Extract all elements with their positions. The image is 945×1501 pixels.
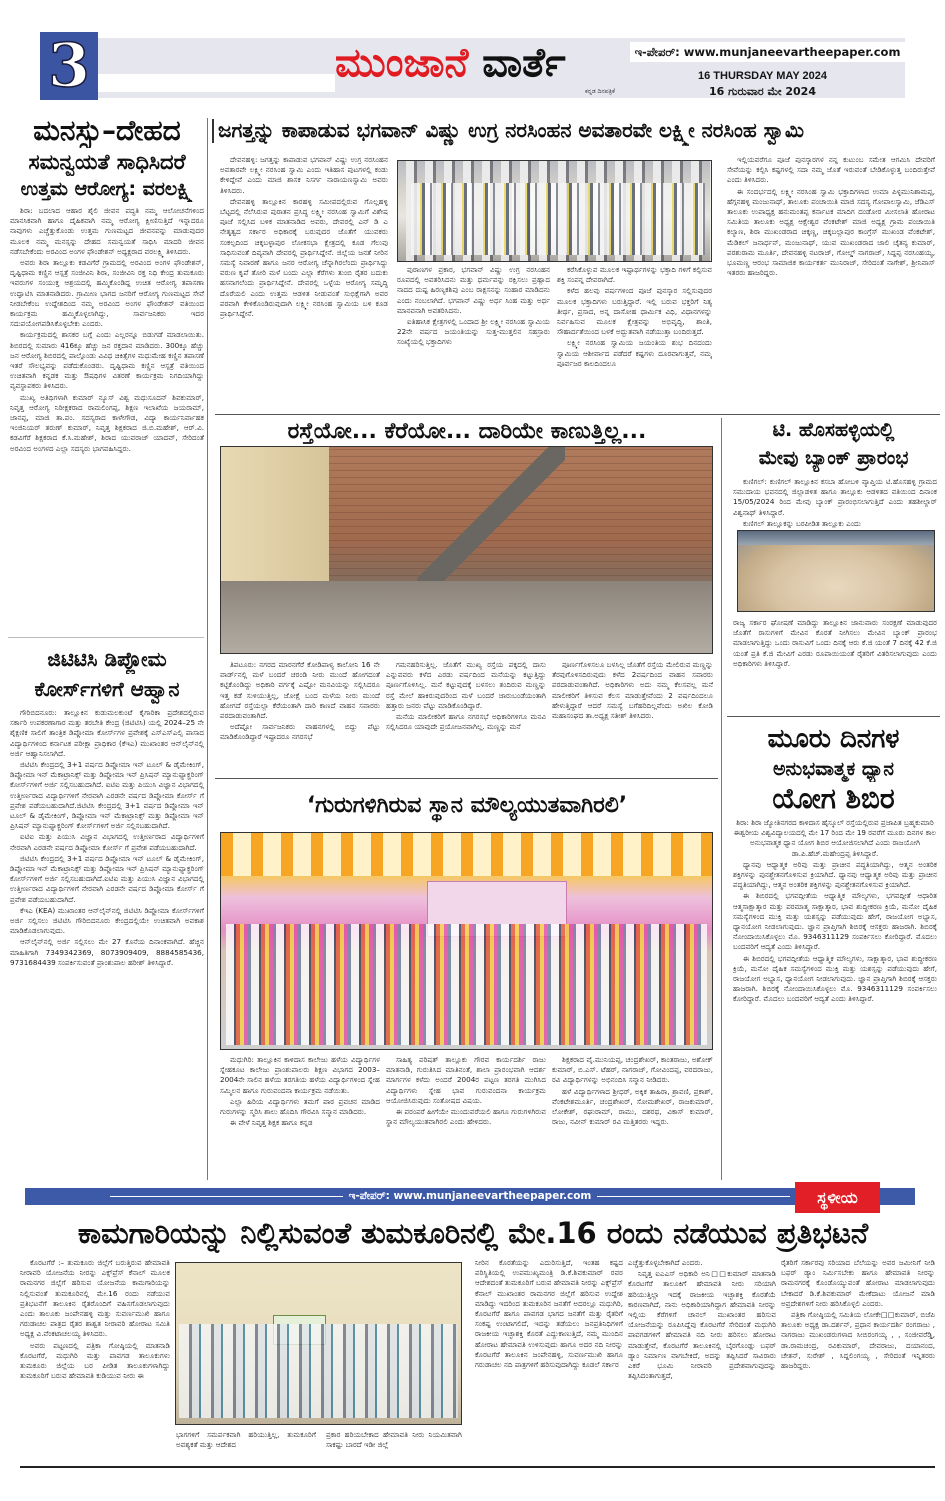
photo-fodder-stock: [737, 530, 935, 612]
headline-line: ಮನಸ್ಸು–ದೇಹದ: [33, 114, 181, 147]
logo-tagline: ಕನ್ನಡ ದಿನಪತ್ರಿಕೆ: [584, 88, 615, 95]
paragraph: ಈ ವೇಳೆ ನಿವೃತ್ತ ಶಿಕ್ಷಕ ಹಾಗೂ ಕನ್ನಡ: [230, 1118, 313, 1128]
photo-unfinished-building: [220, 446, 713, 654]
paragraph: ಕೆಇಎ (KEA) ಮುಖಾಂತರ ಆನ್‌ಲೈನ್‌ನಲ್ಲಿ ಜಿಟಿಟಿಸಿ ಡಿಪ್ಲೋಮಾ ಕೋರ್ಸ್‌ಗಳಿಗೆ ಅರ್ಜಿ ಸಲ್ಲಿಸಲು ಜಿಟಿಟಿಸಿ ಗೌರಿಬಿದನೂರು ಕೇಂದ್ರದಲ್ಲಿಯೇ ಉಚಿತವಾಗಿ ಅವಕಾಶ ಮಾಡಿಕೊಡಲಾಗುವುದು.: [10, 905, 204, 936]
article-gttc-body: [10, 708, 204, 1180]
article-narasimha-col3: [557, 265, 712, 411]
article-narasimha-col2: [397, 265, 550, 411]
paragraph: ನಿವೃತ್ತ ಐಎಎಸ್ ಅಧಿಕಾರಿ ಅನಿ□□ಕುಮಾರ್ ಮಾತನಾಡಿ ಕೊರಟಗೆರೆ ತಾಲೂಕಿಗೆ ಹೇಮಾವತಿ ನೀರು ಸರಿಯಾಗಿ ಹರಿಯುತ್ತಿಲ್ಲಾ ಇದಕ್ಕೆ ರಾಜಕೀಯ ಇಚ್ಛಾಶಕ್ತಿ ಕೊರತೆಯೆ ಕಾರಣವಾಗಿದೆ, ನಾನು ಅಧಿಕಾರಿಯಾಗಿದ್ದಾಗ ಹೇಮಾವತಿ ನೀರನ್ನು ಇಲ್ಲಿಯ ಕೆರೆಗಳಿಗೆ ಚಾನಲ್ ಮುಖಾಂತರ ಹರಿಸುವ ಯೋಜನೆಯನ್ನು ರೂಪಿಸಿದ್ದೆವು ಕೊರಟಗೆರೆ ಸೇರಿದಂತೆ ಮಧುಗಿರಿ ಪಾವಗಡಗಳಿಗೆ ಹೇಮಾವತಿ ನದಿ ನೀರು ಹರಿಸಲು ಹೋರಾಟ ಮಾಡುತ್ತೇವೆ, ಕೊರಟಗೆರೆ ತಾಲೂಕಿನಲ್ಲಿ ಬೈರಗೊಂಡ್ಲು ಬಫರ್ ಡ್ಯಾಂ ನಿರ್ಮಾಣ ವಾಗಬೇಕಿದೆ, ಅದನ್ನು ತಪ್ಪಿಸಿದರೆ ಸಾವಿರಾರು ಎಕರೆ ಭೂಮಿ ನೀರಾವರಿ ಪ್ರದೇಶವಾಗುವುದನ್ನು ತಪ್ಪಿಸಿದಂತಾಗುತ್ತದೆ,: [628, 1269, 776, 1381]
paragraph: ಕಳೆದ ಹಲವು ವರ್ಷಗಳಿಂದ ಪೂಜೆ ಪುನಸ್ಕಾರ ಸಲ್ಲಿಸುವುದರ ಮೂಲಕ ಭಕ್ತಾದಿಗಳು ಬರುತ್ತಿದ್ದಾರೆ. ಇಲ್ಲಿ ಬರುವ ಭಕ್ತರಿಗೆ ನಿತ್ಯ ತೀರ್ಥ, ಪ್ರಸಾದ, ಅನ್ನ ದಾಸೋಹ ಧಾರ್ಮಿಕ ವಿಧಿ, ವಿಧಾನಗಳನ್ನು ನಿರ್ವಹಿಸುವ ಮೂಲಕ ಕ್ಷೇತ್ರವನ್ನು ಅಭಿವೃದ್ಧಿ, ಶಾಂತಿ, ಸೌಹಾರ್ದತೆಯಿಂದ ಬಳಕೆ ಅದ್ಭುತವಾಗಿ ನಡೆಯುತ್ತಾ ಬಂದಿರುತ್ತದೆ.: [557, 286, 712, 337]
article-road-col3: [552, 660, 713, 774]
photo-alumni-gathering: [220, 832, 713, 1050]
article-protest-caption-right: [326, 1430, 462, 1462]
paragraph: ಐತಿಹಾಸಿಕ ಕ್ಷೇತ್ರಗಳಲ್ಲಿ ಒಂದಾದ ಶ್ರೀ ಲಕ್ಷ್ಮೀ ನರಸಿಂಹ ಸ್ವಾಮಿಯ 22ನೇ ವರ್ಷದ ಜಯಂತಿಯನ್ನು ಸುತ್ತ-ಮುತ್ತಲಿನ ಸಹಸ್ರಾರು ಸಂಖ್ಯೆಯಲ್ಲಿ ಭಕ್ತಾದಿಗಳು: [397, 317, 550, 347]
masthead-white-bar: [60, 74, 335, 92]
headline-line: ಸಮನ್ವಯತೆ ಸಾಧಿಸಿದರೆ: [28, 150, 186, 174]
article-fodder: [727, 416, 940, 472]
paragraph: ಪ್ರಕಾರ ಹರಿಯಬೇಕಾದ ಹೇಮಾವತಿ ನೀರು ನಿಯಮಿತವಾಗಿ ಸಾಕಷ್ಟು ಬಾರದೆ ಇಡೀ ಜಿಲ್ಲೆ: [326, 1430, 462, 1450]
paragraph: ಪತ್ರಿಕಾ ಗೋಷ್ಠಿಯಲ್ಲಿ ಸಮಿತಿಯ ಲೋಕೇ□□ಕುಮಾರ್, ಬಿಜೆಪಿ ತಾಲೂಕು ಅಧ್ಯಕ್ಷ ಡಾ.ದರ್ಶನ್, ಪ್ರಧಾನ ಕಾರ್ಯದರ್ಶಿ ರಂಗರಾಜು , ನಾಗರಾಜು ಮುಖಂಡರುಗಳಾದ ಸೀಬಿರಂಗಯ್ಯ , , ಸಂಜೀವರೆಡ್ಡಿ, ಡಾ.ರಾಮಚಂದ್ರ, ರವಿಕುಮಾರ್, ದೇವರಾಜು, ದಯಾನಂದ, ಚೇತನ್, ಸುರೇಶ್ , ಸಿದ್ದಲಿಂಗಯ್ಯ , ಸೇರಿದಂತೆ ಇನ್ನಿತರರು ಹಾಜರಿದ್ದರು.: [781, 1310, 935, 1371]
paragraph: ಸಾಹಿತ್ಯ ಪರಿಷತ್ ತಾಲ್ಲೂಕು ಗೌರವ ಕಾರ್ಯದರ್ಶಿ ರಾಜು ಮಾತನಾಡಿ, ಗುರುತಿಸಿದ ಮಾತಿನಂತೆ, ಶಾಲಾ ಪ್ರಾರಂಭವಾಗಿ ಆದರ್ಶ ಮಾರ್ಗಗಳ ಕಳೆದು ಅಂದರೆ 2004ರ ಪಟ್ಟಣ ತರಗತಿ ಮುಗಿಸಿದ ವಿದ್ಯಾರ್ಥಿಗಳು ಸ್ನೇಹ ಭಾವ ಗುರುವಂದನಾ ಕಾರ್ಯಕ್ರಮ ಆಯೋಜಿಸಿರುವುದು ಸಂತೋಷದ ವಿಷಯ.: [386, 1055, 546, 1105]
paragraph: ಮನೆಯ ಮಾಲೀಕರಿಗೆ ಹಾಗೂ ನಗರಸಭೆ ಅಧಿಕಾರಿಗಳಿಗೂ ಮನವಿ ಸಲ್ಲಿಸಿದರೂ ಯಾವುದೇ ಪ್ರಯೋಜನವಾಗಿಲ್ಲ. ಮಣ್ಣನ್ನು ಮನೆ: [386, 712, 546, 732]
paragraph: ಈ ಸಂದರ್ಭದಲ್ಲಿ ಲಕ್ಷ್ಮೀ ನರಸಿಂಹ ಸ್ವಾಮಿ ಭಕ್ತಾದಿಗಳಾದ ಉಮಾ ಪಿಳ್ಳಮುನಿಶಾಮಪ್ಪ, ಹೆಗ್ಗನಹಳ್ಳಿ ಮಂಜುನಾಥ್, ತಾಲೂಕು ಪಂಚಾಯಿತಿ ಮಾಜಿ ಸದಸ್ಯ ಗೋಪಾಲಸ್ವಾಮಿ, ಜೆಡಿಎಸ್ ತಾಲೂಕು ಉಪಾಧ್ಯಕ್ಷ ಹನುಮಂತಪ್ಪ ಕರ್ನಾಟಕ ಮಾದಿಗ ದಂಡೋರ ಮೀಸಲಾತಿ ಹೋರಾಟ ಸಮಿತಿಯ ತಾಲೂಕು ಅಧ್ಯಕ್ಷ ಆಕ್ಷೇಶ್ವರ ವೆಂಕಟೇಶ್ ಮಾಜಿ ಅಧ್ಯಕ್ಷ ಗ್ರಾಮ ಪಂಚಾಯಿತಿ ಕಲ್ಯಾಣ, ಶಿರಾ ಮುಖಂಡರಾದ ಚಿಕ್ಕಣ್ಣ, ಚಿಕ್ಕಬಲ್ಲಾಪುರ ಕಾಂಗ್ರೆಸ್ ಮುಖಂಡ ವೆಂಕಟೇಶ್, ಮೆಡಿಕಲ್ ಜನಾರ್ಧನ್, ಮಂಜುನಾಥ್, ಯುವ ಮುಖಂಡರಾದ ಜಾಲಿ ಚೈತನ್ಯ ಕುಮಾರ್, ಪರಶುರಾಮ ಮೂರ್ತಿ, ದೇವನಹಳ್ಳಿ ನಟರಾಜ್, ಗೋಲ್ಡ್ ನಾಗರಾಜ್, ಸಿದ್ದಪ್ಪ ನರಸಿಂಹಯ್ಯ, ಭೂಮಣ್ಣ ಆರಂಭ ಸಾಮಾಜಿಕ ಕಾರ್ಯಕರ್ತ ಮುನಿರಾಜ್, ಸೇರಿದಂತೆ ನಾಗೇಶ್, ಶ್ರೀನಿವಾಸ್ ಇತರರು ಹಾಜರಿದ್ದರು.: [727, 186, 935, 278]
paragraph: ರೈತರಿಗೆ ಸರ್ಕಾರವು ಸರಿಯಾದ ಬೆಲೆಯನ್ನು ಅವರ ಜಮೀನಿಗೆ ನೀಡಿ ಬಫರ್ ಡ್ಯಾಂ ನಿರ್ಮಿಸಬೇಕು ಹಾಗೂ ಹೇಮಾವತಿ ನೀರನ್ನು ರಾಮನಗರಕ್ಕೆ ಕೊಂಡೊಯ್ಯುವಂತೆ ಹೋರಾಟ ಮಾಡಲಾಗುವುದು ಬೇಕಾದರೆ ಡಿ.ಕೆ.ಶಿವಕುಮಾರ್ ಮೇಕೆದಾಟು ಯೋಜನೆ ಮಾಡಿ ಅವ್ರದೇಶಗಳಿಗೆ ನೀರು ಹರಿಸಿಕೊಳ್ಳಲಿ ಎಂದರು.: [781, 1258, 935, 1308]
paragraph: ಕಾರ್ಯಕ್ರಮದಲ್ಲಿ ಶಾಸಕರ ಬಗ್ಗೆ ಎಂದು ಎಲ್ಲರನ್ನೂ ಬಿಡುಗಡೆ ಮಾಡಲಾಯಿತು. ಶಿಬಿರದಲ್ಲಿ ಸುಮಾರು 416ಕ್ಕೂ ಹೆಚ್ಚು ಜನ ರಕ್ತದಾನ ಮಾಡಿದರು. 300ಕ್ಕೂ ಹೆಚ್ಚು ಜನ ಆರೋಗ್ಯ ಶಿಬಿರದಲ್ಲಿ ಪಾಲ್ಗೊಂಡು ವಿವಿಧ ಚಿಕಿತ್ಸೆಗಳ ಮಧುಮೇಹ ಕಣ್ಣಿನ ತಪಾಸಣೆ ಇತರೆ ಸೌಲಭ್ಯವನ್ನು ಪಡೆದುಕೊಂಡರು. ದೃಷ್ಟಿಧಾಮ ಕಣ್ಣಿನ ಆಸ್ಪತ್ರೆ ವತಿಯಿಂದ ಉಚಿತವಾಗಿ ಕನ್ನಡಕ ಮತ್ತು ಔಷಧಿಗಳ ವಿತರಣೆ ಕಾರ್ಯಕ್ರಮ ನಿಗದಿಯಾಗಿದ್ದು ವ್ಯವಸ್ಥಾಪಕರು ತಿಳಿಸಿದರು.: [10, 330, 204, 391]
row-divider: [8, 637, 204, 638]
article-gttc: [8, 644, 206, 704]
article-protest-headline: ಕಾಮಗಾರಿಯನ್ನು ನಿಲ್ಲಿಸುವಂತೆ ತುಮಕೂರಿನಲ್ಲಿ ಮೇ.16 ರಂದು ನಡೆಯುವ ಪ್ರತಿಭಟನೆ: [77, 1216, 869, 1250]
paragraph: ಕುಣಿಗಲ್: ಕುಣಿಗಲ್ ತಾಲ್ಲೂಕಿನ ಕಸಬಾ ಹೋಬಳಿ ವ್ಯಾಪ್ತಿಯ ಟಿ.ಹೊಸಹಳ್ಳಿ ಗ್ರಾಮದ ಸಮುದಾಯ ಭವನದಲ್ಲಿ ಜಿಲ್ಲಾಡಳಿತ ಹಾಗೂ ತಾಲ್ಲೂಕು ಆಡಳಿತದ ವತಿಯಿಂದ ದಿನಾಂಕ 15/05/2024 ರಿಂದ ಮೇವು ಬ್ಯಾಂಕ್ ಪ್ರಾರಂಭಿಸಲಾಗುತ್ತಿದೆ ಎಂದು ತಹಶೀಲ್ದಾರ್ ವಿಶ್ವನಾಥ್ ತಿಳಿಸಿದ್ದಾರೆ.: [733, 477, 937, 517]
paragraph: ಹಳೆ ವಿದ್ಯಾರ್ಥಿಗಳಾದ ಶ್ರೀಧರ್, ಅಕ್ಕಿಕ ತಾಹಿರಾ, ಶ್ರಾವಣಿ, ಪ್ರಕಾಶ್, ವೆಂಕಟೇಶಮೂರ್ತಿ, ಚಂದ್ರಶೇಖರ್, ಸೋಮಶೇಖರ್, ರಾಜಕುಮಾರ್, ಲೋಕೇಶ್, ರಘುರಾಮ್, ರಾಮು, ದಶರಥ, ವಿಕಾಸ್ ಕುಮಾರ್, ರಾಜು, ನವೀನ್ ಕುಮಾರ್ ರವಿ ಮತ್ತಿತರರು ಇದ್ದರು.: [552, 1086, 713, 1127]
article-narasimha-col4: [727, 155, 935, 411]
headline-line: ಕೋರ್ಸ್‌ಗಳಿಗೆ ಆಹ್ವಾನ: [34, 677, 180, 701]
headline-line: ಉತ್ತಮ ಆರೋಗ್ಯ: ವರಲಕ್ಷ್ಮಿ: [20, 178, 194, 200]
paragraph: ಈ ಪರಂಪರೆ ಹೀಗೆಯೇ ಮುಂದುವರೆಯಲಿ ಹಾಗೂ ಗುರುಗಳಿಗಿರುವ ಸ್ಥಾನ ಮೌಲ್ಯಯುತವಾಗಿರಲಿ ಎಂದು ಹೇಳಿದರು.: [386, 1107, 546, 1127]
paragraph: ಶಿಕ್ಷಕರಾದ ವೈ.ಮುನಿಯಪ್ಪ, ಚಂದ್ರಶೇಖರ್, ಕಾಂತರಾಜು, ಅಶೋಕ್ ಕುಮಾರ್, ಬಿ.ಎಸ್. ಟೆಹರ್, ನಾಗರಾಜ್, ಗೋವಿಂದಪ್ಪ, ವರದರಾಜು, ರವಿ ವಿದ್ಯಾರ್ಥಿಗಳನ್ನು ಅಭಿನಂದಿಸಿ ಸನ್ಮಾನ ನೀಡಿದರು.: [552, 1055, 713, 1085]
row-divider: [215, 778, 718, 779]
article-health-body: [10, 206, 204, 632]
paragraph: ಕೊರಟಗೆರೆ :– ತುಮಕೂರು ಜಿಲ್ಲೆಗೆ ಬರುತ್ತಿರುವ ಹೇಮಾವತಿ ನೀರಾವರಿ ಯೋಜನೆಯ ನೀರನ್ನು ಎಕ್ಸ್‌ಪ್ರೆಸ್ ಕೆನಾಲ್ ಮೂಲಕ ರಾಮನಗರ ಜಿಲ್ಲೆಗೆ ಹರಿಸುವ ಯೋಜನೆಯ ಕಾಮಗಾರಿಯನ್ನು ನಿಲ್ಲಿಸುವಂತೆ ತುಮಕೂರಿನಲ್ಲಿ ಮೇ.16 ರಂದು ನಡೆಯುವ ಪ್ರತಿಭಟನೆಗೆ ತಾಲೂಕಿನ ರೈತರೊಂದಿಗೆ ವಹಿಸಗೊಡಲಾಗುವುದು ಎಂದು ತಾಲೂಕು ಜಂಪೇನಹಳ್ಳಿ ಮತ್ತು ಸುವರ್ಣಮುಖಿ ಹಾಗೂ ಗರುಡಾಚಲ ಪಾತ್ರದ ರೈತರ ಶಾಶ್ವತ ನೀರಾವರಿ ಹೋರಾಟ ಸಮಿತಿ ಅಧ್ಯಕ್ಷ ವಿ.ವೆಂಕಟಾಚಲಯ್ಯ ತಿಳಿಸಿದರು.: [20, 1258, 170, 1339]
paragraph: ಮುಖ್ಯ ಅತಿಥಿಗಳಾಗಿ ಕುಮಾರ್ ನ್ಯೂಸ್ ವಿಶ್ವ ಮಧುಸೂದನ್ ಶಿವಕುಮಾರ್, ನಿವೃತ್ತ ಆರೋಗ್ಯ ನಿರೀಕ್ಷಕರಾದ ರಾಮಲಿಂಗಪ್ಪ, ಶಿಕ್ಷಣ ಇಲಾಖೆಯ ಜಯರಾಮ್, ಜಾನಪ್ಪ, ಮಾಜಿ ತಾ.ಪಂ. ಸದಸ್ಯರಾದ ಕಾಳೇಗೌಡ, ವಿದ್ಯಾ ಕಾರ್ಯನಿರ್ವಾಹಕ ಇಂಜಿನಿಯರ್ ತರುಣ್ ಕುಮಾರ್, ನಿವೃತ್ತ ಶಿಕ್ಷಕರಾದ ಜಿ.ಬಿ.ಮಹೇಶ್, ಆರ್.ವಿ. ಕಡವಿಗೆರೆ ಶಿಕ್ಷಕರಾದ ಕೆ.ಸಿ.ಮಹೇಶ್, ಶಿರಾದ ಯುವರಾಜ್ ಯಾದವ್, ಸೇರಿದಂತೆ ಅರವಿಂದ ಅಂಗಳದ ಎಲ್ಲಾ ಸದಸ್ಯರು ಭಾಗವಹಿಸಿದ್ದರು.: [10, 392, 204, 453]
article-road-headline: ರಸ್ತೆಯೋ... ಕೆರೆಯೋ... ದಾರಿಯೇ ಕಾಣುತ್ತಿಲ್ಲ...: [287, 419, 647, 444]
article-fodder-body-top: [733, 477, 937, 529]
article-fodder-body-bottom: [733, 618, 937, 712]
logo-word-munjane: ಮುಂಜಾನೆ: [335, 40, 469, 86]
article-yoga-body: [733, 818, 937, 1174]
article-narasimha-col1: [220, 155, 388, 411]
headline-line: ಮೂರು ದಿನಗಳ: [767, 724, 900, 754]
article-road-col1: [220, 660, 380, 774]
paragraph: ಎಲ್ಲಾ ಹಿರಿಯ ವಿದ್ಯಾರ್ಥಿಗಳು ತಮಗೆ ಪಾಠ ಪ್ರವಚನ ಮಾಡಿದ ಗುರುಗಳನ್ನು ಸ್ಮರಿಸಿ ಶಾಲು ಹೊದಿಸಿ ಗೌರವಿಸಿ ಸನ್ಮಾನ ಮಾಡಿದರು.: [220, 1096, 380, 1117]
article-yoga: [727, 722, 940, 816]
headline-line: ಅನುಭವಾತ್ಮಕ ಧ್ಯಾನ: [773, 758, 894, 780]
paragraph: ಗಮನಹರಿಸುತ್ತಿಲ್ಲ. ಜೊತೆಗೆ ಮುಖ್ಯ ರಸ್ತೆಯ ಪಕ್ಕದಲ್ಲಿ ದಾಸು ಎನ್ನುವವರು ಕಳೆದ ಎರಡು ವರ್ಷದಿಂದ ಮನೆಯನ್ನು ಕಟ್ಟುತ್ತಿದ್ದು ಪೂರ್ಣಗೊಳಿಸಿಲ್ಲ. ಮನೆ ಕಟ್ಟುವುದಕ್ಕೆ ಬಳಸಲು ತಂದಿರುವ ಮಣ್ಣನ್ನು ರಸ್ತೆ ಮೇಲೆ ಹಾಕಿರುವುದರಿಂದ ಮಳೆ ಬಂದರೆ ಜಾರುಬಂಡೆಯಂತಾಗಿ ಹತ್ತಾರು ಜನರು ಪೆಟ್ಟು ಮಾಡಿಕೊಂಡಿದ್ದಾರೆ.: [386, 660, 546, 710]
paragraph: ಧ್ಯಾನವು ಆಧ್ಯಾತ್ಮಕ ಅರಿವು ಮತ್ತು ಪ್ರಾಚೀನ ಪದ್ಧತಿಯಾಗಿದ್ದು, ಆತ್ಮನ ಅಂತರಿಕ ಶಕ್ತಿಗಳನ್ನು ಪುನಶ್ಚೇತನಗೊಳಿಸುವ ಕ್ರಿಯಾಗಿದೆ. ಧ್ಯಾನವು ಆಧ್ಯಾತ್ಮಕ ಅರಿವು ಮತ್ತು ಪ್ರಾಚೀನ ಪದ್ಧತಿಯಾಗಿದ್ದು, ಆತ್ಮನ ಅಂತರಿಕ ಶಕ್ತಿಗಳನ್ನು ಪುನಶ್ಚೇತನಗೊಳಿಸುವ ಕ್ರಿಯಾಗಿದೆ.: [733, 859, 937, 890]
article-protest-col4: [628, 1258, 776, 1463]
paragraph: ಪುರಾಣಗಳ ಪ್ರಕಾರ, ಭಗವಾನ್ ವಿಷ್ಣು ಉಗ್ರ ನರಸಿಂಹನ ರೂಪದಲ್ಲಿ ಅವತರಿಸಿದನು ಮತ್ತು ಧರ್ಮವನ್ನು ರಕ್ಷಿಸಲು ಪ್ರಹ್ಲಾದ ನಾದದ ದುಷ್ಟ ಹಿರಣ್ಯಕಶಿಪು ಎಂಬ ರಾಕ್ಷಸನನ್ನು ಸಂಹಾರ ಮಾಡಿದನು ಎಂದು ನಂಬಲಾಗಿದೆ. ಭಗವಾನ್ ವಿಷ್ಣು ಅರ್ಧ ಸಿಂಹ ಮತ್ತು ಅರ್ಧ ಮಾನವನಾಗಿ ಅವತರಿಸಿದನು.: [397, 265, 550, 315]
paragraph: ಈ ಶಿಬಿರದಲ್ಲಿ ಭಗವದ್ಗೀತೆಯ ಆಧ್ಯಾತ್ಮಿಕ ಮೌಲ್ಯಗಳು, ಸಾಕ್ಷಾತ್ಕಾರ, ಭಾವ ಶುದ್ಧೀಕರಣ ಕ್ರಿಯೆ, ಮನೋ ದೈಹಿಕ ಸಮಸ್ಯೆಗಳಿಂದ ಮುಕ್ತಿ ಮತ್ತು ಯಶಸ್ಸನ್ನು ಪಡೆಯುವುದು ಹೇಗೆ, ರಾಜಯೋಗ ಅಭ್ಯಾಸ, ಧ್ಯಾನಯೋಗ ನೀಡಲಾಗುವುದು. ಜ್ಞಾನ ಪ್ರಾಪ್ತಿಗಾಗಿ ಶಿಬಿರಕ್ಕೆ ಆಸಕ್ತರು ಹಾಜರಾಗಿ. ಶಿಬಿರಕ್ಕೆ ನೋಂದಾಯಿಸಿಕೊಳ್ಳಲು ಮೊ. 9346311129 ಸಂಪರ್ಕಿಸಲು ಕೋರಿದ್ದಾರೆ. ಮೊದಲು ಬಂದವರಿಗೆ ಆದ್ಯತೆ ಎಂದು ತಿಳಿಸಿದ್ದಾರೆ.: [733, 953, 937, 1004]
photo-temple-group: [397, 160, 712, 262]
paragraph: ಮಧುಗಿರಿ: ತಾಲ್ಲೂಕಿನ ಕಾಳಿದಾಸ ಕಾಲೇಜು ಹಳೆಯ ವಿದ್ಯಾರ್ಥಿಗಳ ಸ್ನೇಹಕೂಟ ಕಾಲೇಜು ಪ್ರಾಂಶುಪಾಲರು ಶಿಕ್ಷಣ ವಿಭಾಗದ 2003– 2004ನೇ ಸಾಲಿನ ಹಳೆಯ ತರಗತಿಯ ಹಳೆಯ ವಿದ್ಯಾರ್ಥಿಗಳಿಂದ ಸ್ನೇಹ ಸಮ್ಮಿಲನ ಹಾಗೂ ಗುರುವಂದನಾ ಕಾರ್ಯಕ್ರಮ ನಡೆಯಿತು.: [220, 1055, 380, 1095]
article-guru-col2: [386, 1055, 546, 1177]
paragraph: ಜಿಟಿಟಿಸಿ ಕೇಂದ್ರದಲ್ಲಿ 3+1 ವರ್ಷದ ಡಿಪ್ಲೋಮಾ ಇನ್ ಟೂಲ್ & ಡೈಮೇಕಿಂಗ್, ಡಿಪ್ಲೋಮಾ ಇನ್ ಮೆಕಾಟ್ರಾನಿಕ್ಸ್ ಮತ್ತು ಡಿಪ್ಲೋಮಾ ಇನ್ ಪ್ರಿಸಿಷನ್ ಮ್ಯಾನುಫ್ಯಾಕ್ಚರಿಂಗ್ ಕೋರ್ಸ್‌ಗಳಿಗೆ ಅರ್ಜಿ ಸಲ್ಲಿಸಬಹುದಾಗಿದೆ. ಐಟಿಐ ಮತ್ತು ಪಿಯುಸಿ ವಿಜ್ಞಾನ ವಿಭಾಗದಲ್ಲಿ ಉತ್ತೀರ್ಣರಾದ ವಿದ್ಯಾರ್ಥಿಗಳಿಗೆ ನೇರವಾಗಿ ಎರಡನೇ ವರ್ಷದ ಡಿಪ್ಲೋಮಾ ಕೋರ್ಸ್ ಗೆ ಪ್ರವೇಶ ಪಡೆಯಬಹುದಾಗಿದೆ.ಜಿಟಿಟಿಸಿ ಕೇಂದ್ರದಲ್ಲಿ 3+1 ವರ್ಷದ ಡಿಪ್ಲೋಮಾ ಇನ್ ಟೂಲ್ & ಡೈಮೇಕಿಂಗ್, ಡಿಪ್ಲೋಮಾ ಇನ್ ಮೆಕಾಟ್ರಾನಿಕ್ಸ್ ಮತ್ತು ಡಿಪ್ಲೋಮಾ ಇನ್ ಪ್ರಿಸಿಷನ್ ಮ್ಯಾನುಫ್ಯಾಕ್ಚರಿಂಗ್ ಕೋರ್ಸ್‌ಗಳಿಗೆ ಅರ್ಜಿ ಸಲ್ಲಿಸಬಹುದಾಗಿದೆ.: [10, 760, 204, 831]
photo-press-meet: [175, 1262, 462, 1425]
headline-line: ಜಿಟಿಟಿಸಿ ಡಿಪ್ಲೋಮ: [47, 647, 167, 671]
paragraph-intro: ಶಿರಾ: ಶಿರಾ ಜ್ಯೋತಿನಗರದ ಕಾಳಿದಾಸ ಹೈಸ್ಕೂಲ್ ರಸ್ತೆಯಲ್ಲಿರುವ ಪ್ರಜಾಪಿತ ಬ್ರಹ್ಮಕುಮಾರಿ ಈಶ್ವರೀಯ ವಿಶ್ವವಿದ್ಯಾಲಯದಲ್ಲಿ ಮೇ 17 ರಿಂದ ಮೇ 19 ರವರೆಗೆ ಮೂರು ದಿನಗಳ ಕಾಲ ಅನುಭವಾತ್ಮಕ ಧ್ಯಾನ ಯೋಗ ಶಿಬಿರ ಆಯೋಜಿಸಲಾಗಿದೆ ಎಂದು ರಾಜಯೋಗಿ ಡಾ.ಪಿ.ಹೆಚ್.ಮಹೇಂದ್ರಪ್ಪ ತಿಳಿಸಿದ್ದಾರೆ.: [733, 818, 937, 858]
article-protest-col3: [475, 1258, 623, 1463]
article-health: [8, 114, 206, 202]
article-guru-col3: [552, 1055, 713, 1177]
headline-bar: [212, 119, 214, 143]
column-divider: [207, 118, 208, 1180]
paragraph: ದೇವನಹಳ್ಳಿ ತಾಲ್ಲೂಕಿನ ಕಾರಹಳ್ಳಿ ಸಮೀಪದಲ್ಲಿರುವ ಗೊಲ್ಲಹಳ್ಳಿ ಬೆಟ್ಟದಲ್ಲಿ ನೆಲೆಸಿರುವ ಪುರಾತನ ಪ್ರಸಿದ್ಧ ಲಕ್ಷ್ಮೀ ನರಸಿಂಹ ಸ್ವಾಮಿಗೆ ವಿಶೇಷ ಪೂಜೆ ಸಲ್ಲಿಸಿದ ಬಳಿಕ ಮಾತನಾಡಿದ ಅವರು, ದೇವರಲ್ಲಿ ಎನ್ ಡಿ ಎ ನೇತೃತ್ವದ ಸರ್ಕಾರ ಅಧಿಕಾರಕ್ಕೆ ಬರುವುದರ ಜೊತೆಗೆ ಯುವಕರು ಸಂಕಲ್ಪದಿಂದ ಚಿಕ್ಕಬಳ್ಳಾಪುರ ಲೋಕಸಭಾ ಕ್ಷೇತ್ರದಲ್ಲಿ ಕೂಡ ಗೆಲುವು ಸಾಧಿಸುವಂತೆ ದಿವ್ಯವಾಗಿ ದೇವರಲ್ಲಿ ಪ್ರಾರ್ಥಿಸಿದ್ದೇನೆ. ಜಿಲ್ಲೆಯ ಜನತೆ ನೀರಿನ ಸಮಸ್ಯೆ ನಿವಾರಣೆ ಹಾಗೂ ಜನರ ಆರೋಗ್ಯ ಚೆನ್ನಾಗಿರಲೆಂದು ಪ್ರಾರ್ಥಿಸಿದ್ದು ವರುಣ ಕೃಪೆ ತೋರಿ ಮಳೆ ಬಂದು ಎಲ್ಲಾ ಕೆರೆಗಳು ತುಂಬಿ ರೈತರ ಬದುಕು ಹಸನಾಗಲೆಂದು ಪ್ರಾರ್ಥಿಸಿದ್ದೇನೆ. ದೇವರಲ್ಲಿ ಒಳ್ಳೆಯ ಆರೋಗ್ಯ ಸಮೃದ್ಧಿ ದೊರೆಯಲಿ ಎಂದು ಉತ್ತಮ ಆಡಳಿತ ನೀಡುವಂತೆ ಸುಭಿಕ್ಷೆಗಾಗಿ ಅವರ ಪರವಾಗಿ ಕೇಳಿಕೊಂಡಿರುವುದಾಗಿ ಲಕ್ಷ್ಮೀ ನರಸಿಂಹ ಸ್ವಾಮಿಯ ಬಳಿ ಕೂಡ ಪ್ರಾರ್ಥಿಸಿದ್ದೇನೆ.: [220, 196, 388, 319]
paragraph: ಅವರು ಶಿರಾ ತಾಲ್ಲೂಕು ಕಡವಿಗೆರೆ ಗ್ರಾಮದಲ್ಲಿ ಅರವಿಂದ ಅಂಗಳ ಫೌಂಡೇಶನ್, ದೃಷ್ಟಿಧಾಮ ಕಣ್ಣಿನ ಆಸ್ಪತ್ರೆ ಸಂಜೀವಿನಿ ಶಿರಾ, ಸಂಜೀವಿನಿ ರಕ್ತ ನಿಧಿ ಕೇಂದ್ರ ತುಮಕೂರು ಇವರುಗಳ ಸಂಯುಕ್ತ ಆಶ್ರಯದಲ್ಲಿ ಹಮ್ಮಿಕೊಂಡಿದ್ದ ಉಚಿತ ಆರೋಗ್ಯ ತಪಾಸಣಾ ಉದ್ಘಾಟಿಸಿ ಮಾತನಾಡಿದರು. ಗ್ರಾಮೀಣ ಭಾಗದ ಜನರಿಗೆ ಆರೋಗ್ಯ ಗುಣಮಟ್ಟದ ಸೇವೆ ನೀಡಬೇಕೆಂಬ ಉದ್ದೇಶದಿಂದ ನಮ್ಮ ಅರವಿಂದ ಅಂಗಳ ಫೌಂಡೇಶನ್ ವತಿಯಿಂದ ಕಾರ್ಯಕ್ರಮ ಹಮ್ಮಿಕೊಳ್ಳಲಾಗಿದ್ದು, ಸಾರ್ವಜನಿಕರು ಇದರ ಸದುಪಯೋಗಪಡಿಸಿಕೊಳ್ಳಬೇಕು ಎಂದರು.: [10, 258, 204, 329]
paragraph: ಆನ್‌ಲೈನ್‌ನಲ್ಲಿ ಅರ್ಜಿ ಸಲ್ಲಿಸಲು ಮೇ 27 ಕೊನೆಯ ದಿನಾಂಕವಾಗಿದೆ. ಹೆಚ್ಚಿನ ಮಾಹಿತಿಗಾಗಿ 7349342369, 8073909409, 8884585436, 9731684439 ಸಂಪರ್ಕಿಸುವಂತೆ ಪ್ರಾಂಶುಪಾಲ ಹರೀಶ್ ತಿಳಿಸಿದ್ದಾರೆ.: [10, 937, 204, 967]
paragraph: ಐಟಿಐ ಮತ್ತು ಪಿಯುಸಿ ವಿಜ್ಞಾನ ವಿಭಾಗದಲ್ಲಿ ಉತ್ತೀರ್ಣರಾದ ವಿದ್ಯಾರ್ಥಿಗಳಿಗೆ ನೇರವಾಗಿ ಎರಡನೇ ವರ್ಷದ ಡಿಪ್ಲೋಮಾ ಕೋರ್ಸ್ ಗೆ ಪ್ರವೇಶ ಪಡೆಯಬಹುದಾಗಿದೆ.: [10, 832, 204, 852]
paragraph: ನೀರಿನ ಕೊರತೆಯನ್ನು ಎದುರಿಸುತ್ತಿದೆ, ಇಂತಹ ಕಷ್ಟದ ಪರಿಸ್ಥಿತಿಯಲ್ಲಿ ಉಪಮುಖ್ಯಮಂತ್ರಿ ಡಿ.ಕೆ.ಶಿವಕುಮಾರ್ ರವರ ಆದೇಶದಂತೆ ತುಮಕೂರಿಗೆ ಬರುವ ಹೇಮಾವತಿ ನೀರನ್ನು ಎಕ್ಸ್‌ಪ್ರೆಸ್ ಕೆನಾಲ್ ಮುಖಾಂತರ ರಾಮನಗರ ಜಿಲ್ಲೆಗೆ ಹರಿಸುವ ಉದ್ದೇಶ ಮಾಡಿದ್ದು ಇದರಿಂದ ತುಮಕೂರಿನ ಜನತೆಗೆ ಅದರಲ್ಲೂ ಮಧುಗಿರಿ, ಕೊರಟಗೆರೆ ಹಾಗೂ ಪಾವಗಡ ಭಾಗದ ಜನತೆಗೆ ಮತ್ತು ರೈತರಿಗೆ ಸಂಕಷ್ಟ ಉಂಟಾಗಲಿದೆ, ಇದನ್ನು ತಡೆಯಲು ಜನಪ್ರತಿನಿಧಿಗಳಿಗೆ ರಾಜಕೀಯ ಇಚ್ಛಾಶಕ್ತಿ ಕೊರತೆ ಎದ್ದುಕಾಣುತ್ತಿದೆ, ನಮ್ಮ ಮುಂದಿನ ಹೋರಾಟ ಹೇಮಾವತಿ ಉಳಿಸುವುದು ಹಾಗೂ ಅದರ ನದಿ ನೀರನ್ನು ಕೊರಟಗೆರೆ ತಾಲೂಕಿನ ಜಂಪೇನಹಳ್ಳಿ, ಸುವರ್ಣಮುಖಿ ಹಾಗೂ ಗರುಡಾಚಲ ನದಿ ಪಾತ್ರಗಳಿಗೆ ಹರಿಸುವುದಾಗಿದ್ದು ಕೂಡಲೆ ಸರ್ಕಾರ: [475, 1258, 623, 1370]
paragraph: ಲಕ್ಷ್ಮೀ ನರಸಿಂಹ ಸ್ವಾಮಿಯ ಜಯಂತಿಯ ಶುಭ ದಿನದಂದು ಸ್ವಾಮಿಯ ಆಶೀರ್ವಾದ ಪಡೆದರೆ ಕಷ್ಟಗಳು ದೂರವಾಗುತ್ತವೆ, ನಮ್ಮ ಪೂರ್ವಜರ ಕಾಲದಿಂದಲೂ: [557, 338, 712, 368]
newspaper-logo: [335, 38, 630, 88]
paragraph: ಕರೆಸಿಕೊಳ್ಳುವ ಮೂಲಕ ಇಷ್ಟಾರ್ಥಗಳನ್ನು ಭಕ್ತಾದಿ ಗಳಿಗೆ ಕಲ್ಪಿಸುವ ಶಕ್ತಿ ಸಂಪನ್ನ ದೇವರಾಗಿದೆ.: [557, 265, 712, 285]
headline-line: ಟಿ. ಹೊಸಹಳ್ಳಿಯಲ್ಲಿ: [772, 419, 895, 441]
column-divider: [721, 418, 722, 1180]
headline-line: ಯೋಗ ಶಿಬಿರ: [772, 782, 895, 815]
paragraph: ಗೌರಿಬಿದನೂರು: ತಾಲ್ಲೂಕಿನ ಕುಡುಮಲಕುಂಟೆ ಕೈಗಾರಿಕಾ ಪ್ರದೇಶದಲ್ಲಿರುವ ಸರ್ಕಾರಿ ಉಪಕರಣಾಗಾರ ಮತ್ತು ತರಬೇತಿ ಕೇಂದ್ರ (ಜಿಟಿಟಿಸಿ) ಯಲ್ಲಿ 2024–25 ನೇ ಶೈಕ್ಷಣಿಕ ಸಾಲಿಗೆ ತಾಂತ್ರಿಕ ಡಿಪ್ಲೋಮಾ ಕೋರ್ಸ್‌ಗಳ ಪ್ರವೇಶಕ್ಕೆ ಎಸ್ಎಸ್ಎಲ್ಸಿ ಪಾಸಾದ ವಿದ್ಯಾರ್ಥಿಗಳಿಂದ ಕರ್ನಾಟಕ ಪರೀಕ್ಷಾ ಪ್ರಾಧಿಕಾರ (ಕೆಇಎ) ಮುಖಾಂತರ ಆನ್‌ಲೈನ್‌ನಲ್ಲಿ ಅರ್ಜಿ ಆಹ್ವಾನಿಸಲಾಗಿದೆ.: [10, 708, 204, 758]
paragraph: ಜಿಟಿಟಿಸಿ ಕೇಂದ್ರದಲ್ಲಿ 3+1 ವರ್ಷದ ಡಿಪ್ಲೋಮಾ ಇನ್ ಟೂಲ್ & ಡೈಮೇಕಿಂಗ್, ಡಿಪ್ಲೋಮಾ ಇನ್ ಮೆಕಾಟ್ರಾನಿಕ್ಸ್ ಮತ್ತು ಡಿಪ್ಲೋಮಾ ಇನ್ ಪ್ರಿಸಿಷನ್ ಮ್ಯಾನುಫ್ಯಾಕ್ಚರಿಂಗ್ ಕೋರ್ಸ್‌ಗಳಿಗೆ ಅರ್ಜಿ ಸಲ್ಲಿಸಬಹುದಾಗಿದೆ.ಐಟಿಐ ಮತ್ತು ಪಿಯುಸಿ ವಿಜ್ಞಾನ ವಿಭಾಗದಲ್ಲಿ ಉತ್ತೀರ್ಣರಾದ ವಿದ್ಯಾರ್ಥಿಗಳಿಗೆ ನೇರವಾಗಿ ಎರಡನೇ ವರ್ಷದ ಡಿಪ್ಲೋಮಾ ಕೋರ್ಸ್ ಗೆ ಪ್ರವೇಶ ಪಡೆಯಬಹುದಾಗಿದೆ.: [10, 853, 204, 904]
page-bottom-rule: [20, 1466, 935, 1468]
banner-epaper-url[interactable]: [25, 1188, 915, 1205]
row-divider: [215, 414, 940, 415]
paragraph: ಭಾಗಗಳಿಗೆ ಸಮರ್ಪಕವಾಗಿ ಹರಿಯುತ್ತಿಲ್ಲ, ತುಮಕೂರಿಗೆ ಅವಶ್ಯಕತೆ ಮತ್ತು ಆದೇಶದ: [176, 1430, 316, 1450]
article-guru-headline: ‘ಗುರುಗಳಿಗಿರುವ ಸ್ಥಾನ ಮೌಲ್ಯಯುತವಾಗಿರಲಿ’: [306, 793, 628, 818]
logo-word-varte: ವಾರ್ತೆ: [482, 40, 566, 86]
paragraph: ಇಲ್ಲಿಯವರೆಗೂ ಪೂಜೆ ಪುನಸ್ಕಾರಗಳ ನನ್ನ ಕುಟುಂಬ ಸಮೇತ ಆಗಮಿಸಿ ದೇವರಿಗೆ ಸೇವೆಯನ್ನು ಕಲ್ಪಿಸಿ ಕಷ್ಟಗಳಲ್ಲಿ ಸದಾ ನಮ್ಮ ಜೊತೆ ಇರುವಂತೆ ಬೇಡಿಕೊಳ್ಳುತ್ತ ಬಂದಿರುತ್ತೇವೆ ಎಂದು ತಿಳಿಸಿದರು.: [727, 155, 935, 185]
article-protest-col1: [20, 1258, 170, 1463]
epaper-url[interactable]: ಇ-ಪೇಪರ್: www.munjaneevartheepaper.com: [630, 42, 905, 62]
date-english: 16 THURSDAY MAY 2024: [697, 70, 827, 82]
paragraph: ಶಿರಾ: ಬದಲಾದ ಆಹಾರ ಶೈಲಿ ಜೀವನ ಪದ್ಧತಿ ನಮ್ಮ ಆಲೋಚನೆಗಳಿಂದ ಮಾನಸಿಕವಾಗಿ ಹಾಗೂ ದೈಹಿಕವಾಗಿ ನಮ್ಮ ಆರೋಗ್ಯ ಕ್ಷೀಣಿಸುತ್ತಿದೆ ಇನ್ನಾದರೂ ನಾವುಗಳು ಎಚ್ಚೆತ್ತುಕೊಂಡು ಉತ್ತಮ ಗುಣಮಟ್ಟದ ಜೀವನವನ್ನು ಮಾಡುವುದರ ಮೂಲಕ ನಮ್ಮ ಮನಸ್ಸನ್ನು ದೇಹದ ಸಮನ್ವಯತೆ ಸಾಧಿಸಿ ಮಾದರಿ ಜೀವನ ನಡೆಸಬೇಕೆಂದು ಅರವಿಂದ ಅಂಗಳ ಫೌಂಡೇಶನ್ ಅಧ್ಯಕ್ಷರಾದ ವರಲಕ್ಷ್ಮಿ ತಿಳಿಸಿದರು.: [10, 206, 204, 256]
headline-line: ಮೇವು ಬ್ಯಾಂಕ್ ಪ್ರಾರಂಭ: [758, 447, 909, 469]
article-protest-col5: [781, 1258, 935, 1463]
paragraph: ತಿಪಟೂರು: ನಗರದ ಮಾರನಗೆರೆ ಕೋಡಿಪಾಳ್ಯ ಕಾಲೋನಿ 16 ನೇ ವಾರ್ಡ್‌ನಲ್ಲಿ ಮಳೆ ಬಂದರೆ ಚರಂಡಿ ನೀರು ಮುಂದೆ ಹೋಗದಂತೆ ಕಟ್ಟಿಕೊಂಡಿದ್ದು ಅಧಿಕಾರಿ ವರ್ಗಕ್ಕೆ ಎಷ್ಟೋ ಮನವಿಯನ್ನು ಸಲ್ಲಿಸಿದರೂ ಇತ್ತ ಕಡೆ ಸುಳಿಯುತ್ತಿಲ್ಲ, ಜೋಕ್ಷೆ ಬಂದ ಮಳೆಯ ನೀರು ಮುಂದೆ ಹೋಗದೆ ರಸ್ತೆಯಲ್ಲಾ ಕೆರೆಯಂತಾಗಿ ದಾರಿ ಕಾಣದೆ ವಾಹನ ಸವಾರರು ಪರದಾಡುವಂತಾಗಿದೆ.: [220, 660, 380, 721]
paragraph: ಎಚ್ಚೆತ್ತುಕೊಳ್ಳಬೇಕಾಗಿದೆ ಎಂದರು.: [628, 1258, 703, 1267]
page-number: 3: [40, 32, 98, 100]
paragraph: ರಾಜ್ಯ ಸರ್ಕಾರ ಘೋಷಣೆ ಮಾಡಿದ್ದು ತಾಲ್ಲೂಕಿನ ಜಾನುವಾರು ಸಂರಕ್ಷಣೆ ಮಾಡುವುದರ ಜೊತೆಗೆ ರಾಸುಗಳಿಗೆ ಮೇವಿನ ಕೊರತೆ ನೀಗಿಸಲು ಮೇವಿನ ಬ್ಯಾಂಕ್ ಪ್ರಾರಂಭ ಮಾಡಲಾಗುತ್ತಿದ್ದು ಒಂದು ರಾಸುವಿಗೆ ಒಂದು ದಿನಕ್ಕೆ ಆರು ಕೆ.ಜಿ ಯಂತೆ 7 ದಿನಕ್ಕೆ 42 ಕೆ.ಜಿ ಯಂತೆ ಪ್ರತಿ ಕೆ.ಜಿ ಮೇವಿಗೆ ಎರಡು ರೂಪಾಯಿಯಂತೆ ರೈತರಿಗೆ ವಿತರಿಸಲಾಗುವುದು ಎಂದು ಅಧಿಕಾರಿಗಳು ತಿಳಿಸಿದ್ದಾರೆ.: [733, 618, 937, 668]
paragraph: ದೇವನಹಳ್ಳಿ: ಜಗತ್ತನ್ನು ಕಾಪಾಡುವ ಭಗವಾನ್ ವಿಷ್ಣು ಉಗ್ರ ನರಸಿಂಹನ ಅವತಾರವೇ ಲಕ್ಷ್ಮೀ ನರಸಿಂಹ ಸ್ವಾಮಿ ಎಂದು ಇತಿಹಾಸ ಪುಟಗಳಲ್ಲಿ ಕಂಡು ಕೇಳಿದ್ದೇವೆ ಎಂದು ಮಾಜಿ ಶಾಸಕ ನಿಸರ್ಗ ನಾರಾಯಣಸ್ವಾಮಿ ಅವರು ತಿಳಿಸಿದರು.: [220, 155, 388, 195]
section-tag-local: ಸ್ಥಳೀಯ: [795, 1182, 880, 1213]
article-protest-caption-left: [176, 1430, 316, 1462]
article-narasimha-headline: ಜಗತ್ತನ್ನು ಕಾಪಾಡುವ ಭಗವಾನ್ ವಿಷ್ಣು ಉಗ್ರ ನರಸಿಂಹನ ಅವತಾರವೇ ಲಕ್ಷ್ಮೀ ನರಸಿಂಹ ಸ್ವಾಮಿ: [218, 118, 805, 142]
paragraph: ಅದೆಷ್ಟೋ ಸಾರ್ವಜನಿಕರು ವಾಹನಗಳಲ್ಲಿ ಬಿದ್ದು ಪೆಟ್ಟು ಮಾಡಿಕೊಂಡಿದ್ದಾರೆ ಇಷ್ಟಾದರೂ ನಗರಸಭೆ: [220, 722, 380, 742]
banner-epaper-text[interactable]: ಇ-ಪೇಪರ್: www.munjaneevartheepaper.com: [343, 1190, 598, 1202]
paragraph: ಕುಣಿಗಲ್ ತಾಲ್ಲೂಕನ್ನು ಬರಪೀಡಿತ ತಾಲ್ಲೂಕು ಎಂದು: [743, 518, 861, 528]
paragraph: ಅವರು ಪಟ್ಟಣದಲ್ಲಿ ಪತ್ರಿಕಾ ಗೋಷ್ಠಿಯಲ್ಲಿ ಮಾತನಾಡಿ ಕೊರಟಗೆರೆ, ಮಧುಗಿರಿ ಮತ್ತು ಪಾವಗಡ ತಾಲೂಕುಗಳು ತುಮಕೂರು ಜಿಲ್ಲೆಯ ಬರ ಪೀಡಿತ ತಾಲೂಕುಗಳಾಗಿದ್ದು ತುಮಕೂರಿಗೆ ಬರುವ ಹೇಮಾವತಿ ಕುಡಿಯುವ ನೀರು ಈ: [20, 1340, 170, 1381]
article-road-col2: [386, 660, 546, 774]
paragraph: ಪೂರ್ಣಗೊಳಿಸಲೂ ಬಳಸಿಲ್ಲ ಜೊತೆಗೆ ರಸ್ತೆಯ ಮೇಲಿರುವ ಮಣ್ಣನ್ನು ತೆರವುಗೊಳಿಸದಿರುವುದು ಕಳೆದ 2ವರ್ಷದಿಂದ ವಾಹನ ಸವಾರರು ಪರದಾಡುವಂತಾಗಿದೆ. ಅಧಿಕಾರಿಗಳು ಅದು ನಮ್ಮ ಕೆಲಸವಲ್ಲ ಮನೆ ಮಾಲೀಕರಿಗೆ ತಿಳಿಸುವ ಕೆಲಸ ಮಾಡುತ್ತೇವೆಂದು 2 ವರ್ಷದಿಂದಲೂ ಹೇಳುತ್ತಿದ್ದಾರೆ ಆದರೆ ಸಮಸ್ಯೆ ಬಗೆಹರಿದಿಲ್ಲವೆಂದು ಅಖಿಲ ಕೋಡಿ ಮಹಾಸಂಘದ ತಾ.ಅಧ್ಯಕ್ಷ ಸತೀಶ್ ತಿಳಿಸಿದರು.: [552, 660, 713, 721]
row-divider: [727, 716, 940, 717]
date-kannada: 16 ಗುರುವಾರ ಮೇ 2024: [708, 85, 816, 98]
article-guru-col1: [220, 1055, 380, 1177]
paragraph: ಈ ಶಿಬಿರದಲ್ಲಿ ಭಗವದ್ಗೀತೆಯ ಆಧ್ಯಾತ್ಮಿಕ ಮೌಲ್ಯಗಳು, ಭಗವದ್ಗೀತೆ ಆಧಾರಿತ ಆತ್ಮಸಾಕ್ಷಾತ್ಕಾರ ಮತ್ತು ಪರಮಾತ್ಮ ಸಾಕ್ಷಾತ್ಕಾರ, ಭಾವ ಶುದ್ಧೀಕರಣ ಕ್ರಿಯೆ, ಮನೋ ದೈಹಿಕ ಸಮಸ್ಯೆಗಳಿಂದ ಮುಕ್ತಿ ಮತ್ತು ಯಶಸ್ಸನ್ನು ಪಡೆಯುವುದು ಹೇಗೆ, ರಾಜಯೋಗ ಅಭ್ಯಾಸ, ಧ್ಯಾನಯೋಗ ನೀಡಲಾಗುವುದು. ಜ್ಞಾನ ಪ್ರಾಪ್ತಿಗಾಗಿ ಶಿಬಿರಕ್ಕೆ ಆಸಕ್ತರು ಹಾಜರಾಗಿ. ಶಿಬಿರಕ್ಕೆ ನೋಂದಾಯಿಸಿಕೊಳ್ಳಲು ಮೊ. 9346311129 ಸಂಪರ್ಕಿಸಲು ಕೋರಿದ್ದಾರೆ. ಮೊದಲು ಬಂದವರಿಗೆ ಆದ್ಯತೆ ಎಂದು ತಿಳಿಸಿದ್ದಾರೆ.: [733, 891, 937, 952]
